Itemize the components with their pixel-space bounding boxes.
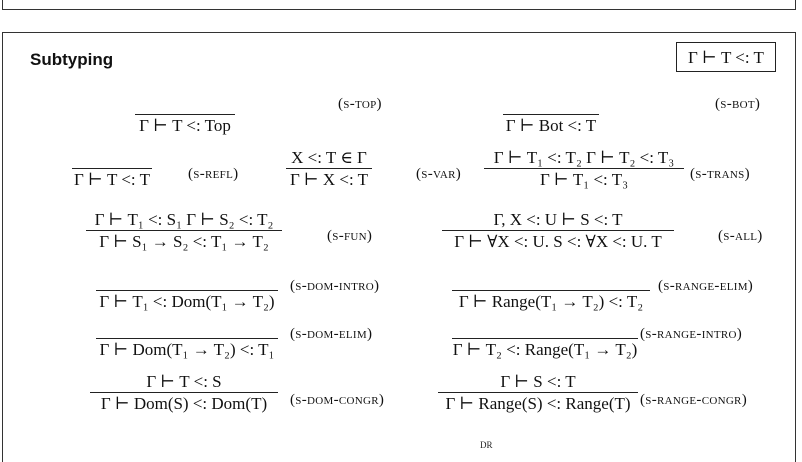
rule-premise: Γ ⊢ S <: T xyxy=(500,372,576,391)
rule-premise: Γ ⊢ T₁ <: T₂ Γ ⊢ T₂ <: T₃ xyxy=(493,148,675,167)
rule-name: (s-fun) xyxy=(327,228,373,244)
rule-s-all xyxy=(442,210,674,253)
rule-name: (s-var) xyxy=(416,166,462,182)
rule-s-dom-congr xyxy=(90,372,278,415)
rule-name: (s-bot) xyxy=(715,96,761,112)
rule-premise xyxy=(183,318,191,338)
rule-premise xyxy=(547,94,555,114)
rule-name: (s-dom-intro) xyxy=(290,278,380,294)
rule-premise: Γ, X <: U ⊢ S <: T xyxy=(493,210,623,229)
rule-premise: Γ ⊢ T₁ <: S₁ Γ ⊢ S₂ <: T₂ xyxy=(94,210,274,229)
rule-conclusion: Γ ⊢ Range(T₁ → T₂) <: T₂ xyxy=(458,292,644,311)
rule-conclusion: Γ ⊢ X <: T xyxy=(289,170,369,189)
rule-conclusion: Γ ⊢ T₂ <: Range(T₁ → T₂) xyxy=(452,340,638,359)
rule-s-range-elim xyxy=(452,270,650,313)
rule-s-trans xyxy=(484,148,684,191)
rule-s-range-congr xyxy=(438,372,638,415)
rule-premise: Γ ⊢ T <: S xyxy=(146,372,222,391)
rule-premise xyxy=(183,270,191,290)
rule-conclusion: Γ ⊢ ∀X <: U. S <: ∀X <: U. T xyxy=(454,232,662,251)
rule-premise: X <: T ∈ Γ xyxy=(291,148,367,167)
rule-name: (s-trans) xyxy=(690,166,750,182)
rule-conclusion: Γ ⊢ Range(S) <: Range(T) xyxy=(445,394,631,413)
rule-name: (s-dom-congr) xyxy=(290,392,385,408)
rule-premise xyxy=(547,270,555,290)
rule-s-dom-intro xyxy=(96,270,278,313)
rule-conclusion: Γ ⊢ Dom(S) <: Dom(T) xyxy=(100,394,268,413)
rule-name: (s-dom-elim) xyxy=(290,326,373,342)
rule-s-top xyxy=(135,94,235,137)
rule-conclusion: Γ ⊢ T₁ <: T₃ xyxy=(539,170,629,189)
clipped-footer-text: DR xyxy=(480,440,493,450)
rule-conclusion: Γ ⊢ T <: T xyxy=(74,170,150,189)
rule-conclusion: Γ ⊢ T <: Top xyxy=(139,116,231,135)
rule-name: (s-all) xyxy=(718,228,763,244)
rule-conclusion: Γ ⊢ Bot <: T xyxy=(505,116,597,135)
rule-premise xyxy=(541,318,549,338)
rule-s-dom-elim xyxy=(96,318,278,361)
rule-name: (s-range-elim) xyxy=(658,278,754,294)
rule-name: (s-top) xyxy=(338,96,382,112)
rule-name: (s-refl) xyxy=(188,166,239,182)
section-title: Subtyping xyxy=(30,50,114,69)
rule-s-bot xyxy=(503,94,599,137)
rule-s-range-intro xyxy=(452,318,638,361)
rule-s-var xyxy=(286,148,372,191)
rule-premise xyxy=(181,94,189,114)
rule-conclusion: Γ ⊢ T₁ <: Dom(T₁ → T₂) xyxy=(99,292,275,311)
rule-name: (s-range-intro) xyxy=(640,326,743,342)
rule-conclusion: Γ ⊢ Dom(T₁ → T₂) <: T₁ xyxy=(99,340,275,359)
previous-figure-frame xyxy=(2,0,796,10)
rule-s-fun xyxy=(86,210,282,253)
rule-name: (s-range-congr) xyxy=(640,392,747,408)
judgment-form-box: Γ ⊢ T <: T xyxy=(676,42,776,72)
rule-s-refl xyxy=(72,148,152,191)
rule-premise xyxy=(108,148,116,168)
rule-conclusion: Γ ⊢ S₁ → S₂ <: T₁ → T₂ xyxy=(99,232,269,251)
